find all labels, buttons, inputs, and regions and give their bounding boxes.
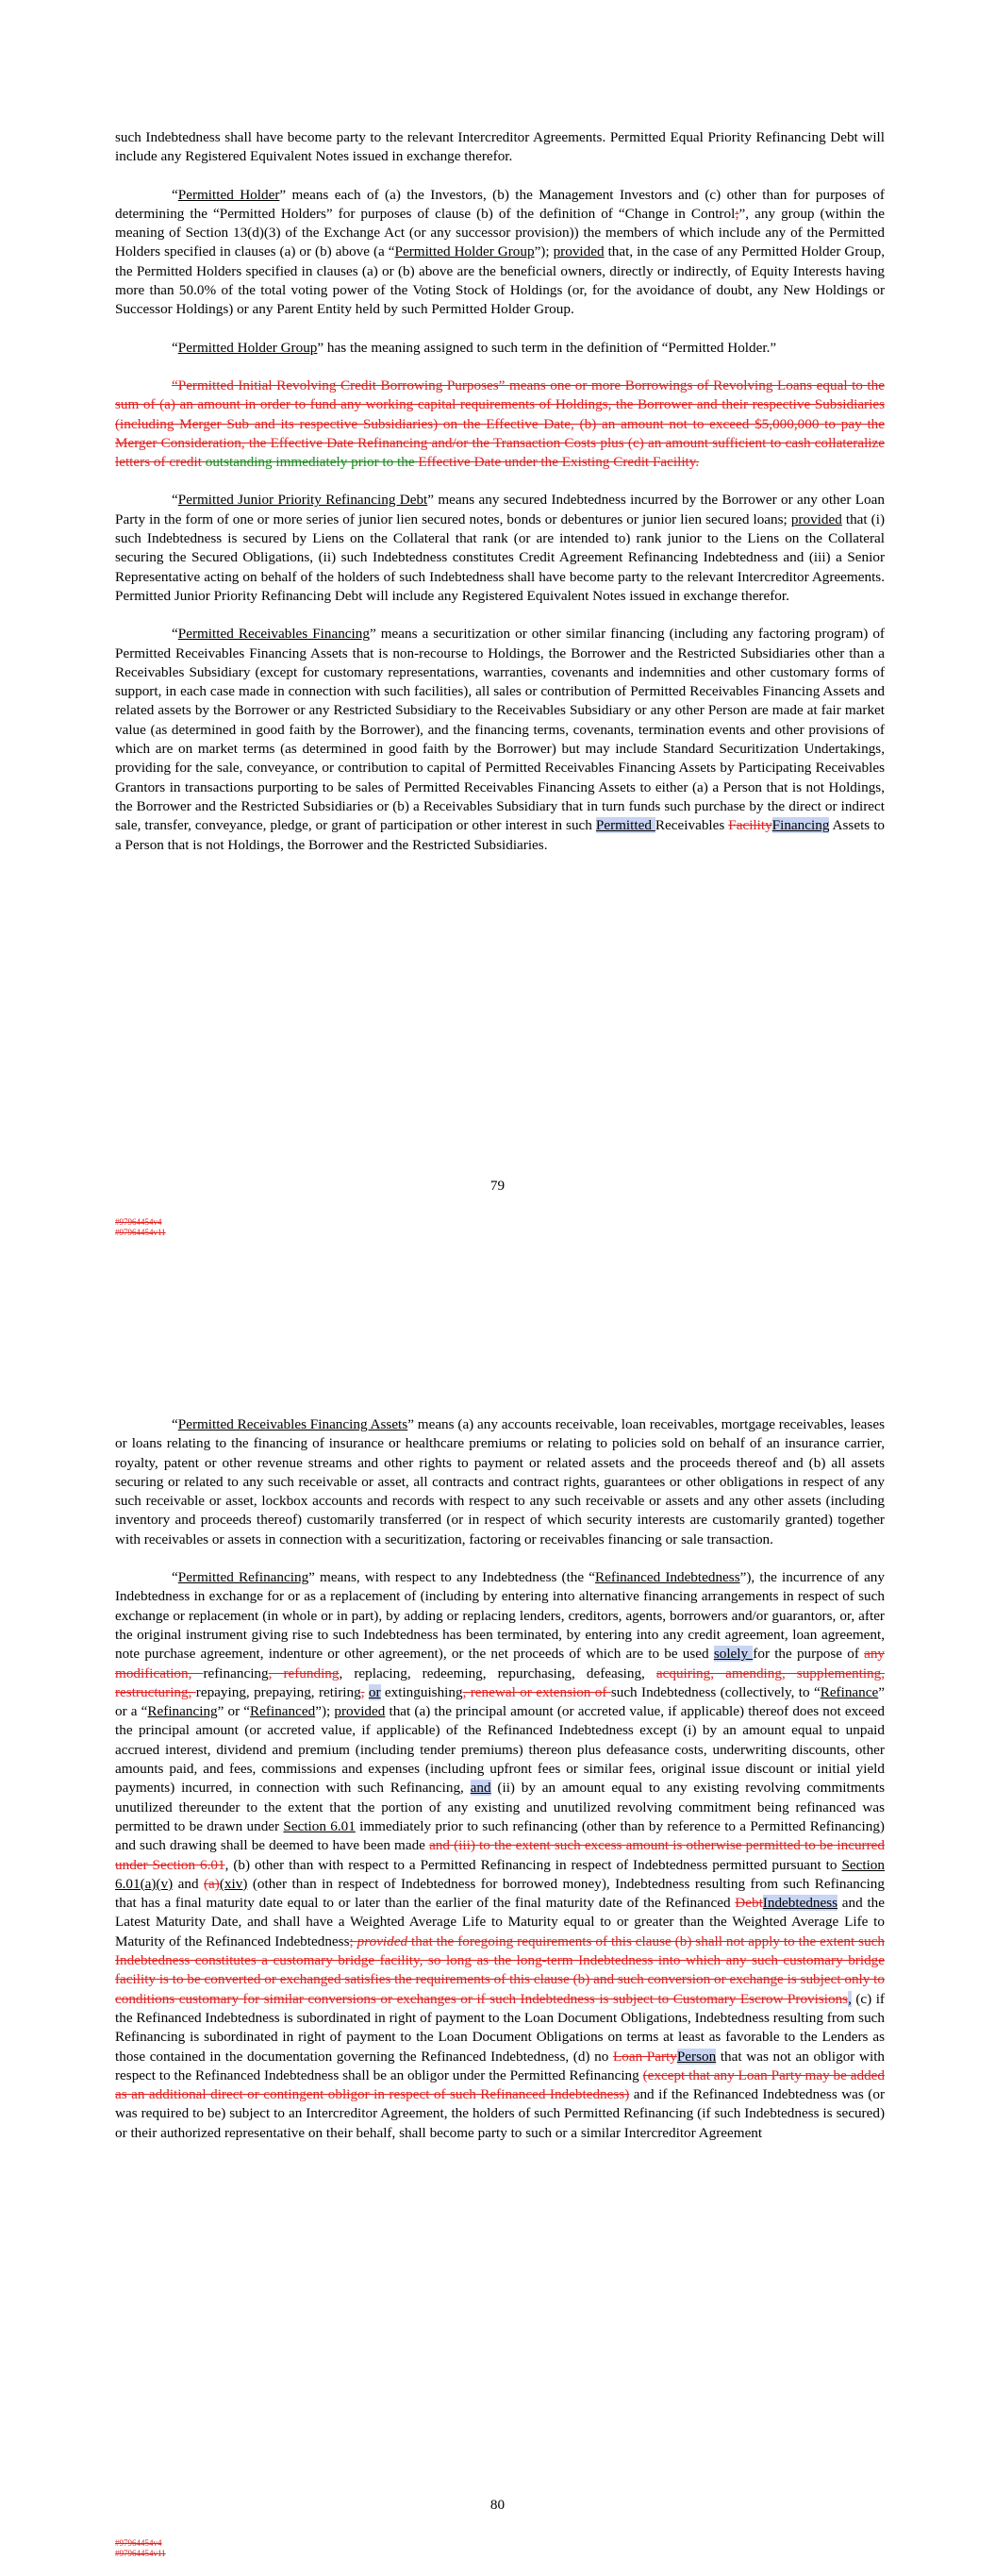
inserted-text: , — [848, 1990, 852, 2007]
deleted-text: Facility — [728, 817, 772, 834]
page-79 — [0, 0, 995, 1255]
defined-term: Refinanced Indebtedness — [595, 1569, 740, 1586]
defined-term: Refinance — [820, 1683, 879, 1700]
deleted-text: Loan Party — [612, 2048, 677, 2065]
deleted-text: , — [360, 1683, 365, 1700]
section-reference: (xiv) — [219, 1875, 248, 1892]
deleted-text: that the foregoing requirements of this clause (b) shall not apply to the extent such Indebtedness constitutes a customary bridge facility, so long as the long-term Indebtedness into which any such customary bridge facility is to be converted or exchanged satisfies the requirements of this clause (b) and such conversion or exchange is subject only to conditions customary for similar conversions or exchanges or if such Indebtedness is subject to Customary Escrow Provisions — [115, 1932, 885, 2007]
defined-term: Permitted Receivables Financing — [177, 626, 370, 643]
definition-permitted-receivables-financing-assets: “Permitted Receivables Financing Assets” means (a) any accounts receivable, loan receivables, mortgage receivables, leases or loans relating to the financing of insurance or healthcare premiums or relating to policies sold on behalf of an insurance carrier, royalty, patent or other revenue streams and other rights to payment or related assets and the proceeds thereof and (b) all assets securing or related to any such receivable or asset, all contracts and contract rights, guarantees or other obligations in respect of any such receivable or asset, lockbox accounts and records with respect to any such receivable or assets and any other assets (including inventory and proceeds thereof) customarily transferred (or in respect of which security interests are customarily granted) together with receivables or assets in connection with a securitization, factoring or receivables financing or sale transaction. — [115, 1416, 885, 1547]
deleted-text: acquiring, amending, supplementing, restructuring, — [115, 1664, 886, 1700]
defined-term: Permitted Holder Group — [394, 243, 535, 260]
page-number: 80 — [489, 2497, 506, 2513]
definition-permitted-refinancing: “Permitted Refinancing” means, with respect to any Indebtedness (the “Refinanced Indebtedness”), the incurrence of any Indebtedness in exchange for or as a replacement of (including by entering into alternative financing arrangements in respect of such exchange or replacement (in whole or in part), by adding or replacing lenders, creditors, agents, borrowers and/or guarantors, or, after the original instrument giving rise to such Indebtedness has been terminated, by entering into any credit agreement, loan agreement, note purchase agreement, indenture or other agreement), or the net proceeds of which are to be used solely for the purpose of any modification, refinancing, refunding, replacing, redeeming, repurchasing, defeasing, acquiring, amending, supplementing, restructuring, repaying, prepaying, retiring, or extinguishing, renewal or extension of such Indebtedness (collectively, to “Refinance” or a “Refinancing” or “Refinanced”); provided that (a) the principal amount (or accreted value, if applicable) thereof does not exceed the principal amount (or accreted value, if applicable) of the Refinanced Indebtedness except (i) by an amount equal to unpaid accrued interest, dividend and premium (including tender premiums) thereon plus defeasance costs, underwriting discounts, other amounts paid, and fees, commissions and expenses (including upfront fees or similar fees, original issue discount or initial yield payments) incurred, in connection with such Refinancing, and (ii) by an amount equal to any existing revolving commitments unutilized thereunder to the extent that the portion of any existing and unutilized revolving commitment being refinanced was permitted to be drawn under Section 6.01 immediately prior to such refinancing (other than by reference to a Permitted Refinancing) and such drawing shall be deemed to have been made and (iii) to the extent such excess amount is otherwise permitted to be incurred under Section 6.01, (b) other than with respect to a Permitted Refinancing in respect of Indebtedness permitted pursuant to Section 6.01(a)(v) and (a)(xiv) (other than in respect of Indebtedness for borrowed money), Indebtedness resulting from such Refinancing that has a final maturity date equal to or later than the earlier of the final maturity date of the Refinanced DebtIndebtedness and the Latest Maturity Date, and shall have a Weighted Average Life to Maturity equal to or greater than the Weighted Average Life to Maturity of the Refinanced Indebtedness; provided that the foregoing requirements of this clause (b) shall not apply to the extent such Indebtedness constitutes a customary bridge facility, so long as the long-term Indebtedness into which any such customary bridge facility is to be converted or exchanged satisfies the requirements of this clause (b) and such conversion or exchange is subject only to conditions customary for similar conversions or exchanges or if such Indebtedness is subject to Customary Escrow Provisions, (c) if the Refinanced Indebtedness is subordinated in right of payment to the Loan Document Obligations, Indebtedness resulting from such Refinancing is subordinated in right of payment to the Loan Document Obligations on terms at least as favorable to the Lenders as those contained in the documentation governing the Refinanced Indebtedness, (d) no Loan PartyPerson that was not an obligor with respect to the Refinanced Indebtedness shall be an obligor under the Permitted Refinancing (except that any Loan Party may be added as an additional direct or contingent obligor in respect of such Refinanced Indebtedness) and if the Refinanced Indebtedness was (or was required to be) subject to an Intercreditor Agreement, the holders of such Permitted Refinancing (if such Indebtedness is secured) or their authorized representative on their behalf, shall become party to such or a similar Intercreditor Agreement — [115, 1569, 886, 2141]
document-id: #97964454v4 — [115, 2538, 162, 2548]
defined-term: Refinancing — [147, 1703, 218, 1720]
deleted-text: , renewal or extension of — [462, 1683, 611, 1700]
moved-text: outstanding immediately prior to the — [205, 454, 419, 471]
deleted-text: , refunding — [268, 1664, 340, 1681]
definition-permitted-holder-group: “Permitted Holder Group” has the meaning assigned to such term in the definition of “Permitted Holder.” — [172, 339, 777, 356]
defined-term: Permitted Holder Group — [177, 339, 318, 356]
section-reference: Section 6.01(a)(v) — [115, 1856, 885, 1892]
inserted-text: solely — [713, 1646, 754, 1663]
deleted-text: ; — [735, 205, 739, 222]
paragraph-equal-priority-tail: such Indebtedness shall have become party to the relevant Intercreditor Agreements. Permitted Equal Priority Refinancing Debt will include any Registered Equivalent Notes issued in exchange therefor. — [115, 129, 885, 165]
deleted-text: (except that any Loan Party may be added as an additional direct or contingent obligor in respect of such Refinanced Indebtedness) — [115, 2066, 885, 2103]
document-id: #97964454v4 — [115, 1217, 162, 1227]
definition-permitted-receivables-financing: “Permitted Receivables Financing” means a securitization or other similar financing (including any factoring program) of Permitted Receivables Financing Assets that is non-recourse to Holdings, the Borrower and the Restricted Subsidiaries other than a Receivables Subsidiary (except for customary representations, warranties, covenants and indemnities and other customary forms of support, in each case made in connection with such facilities), all sales or contribution of Permitted Receivables Financing Assets and related assets by the Borrower or any Restricted Subsidiary to the Receivables Subsidiary or any other Person are made at fair market value (as determined in good faith by the Borrower), and the financing terms, covenants, termination events and other provisions of which are on market terms (as determined in good faith by the Borrower) but may include Standard Securitization Undertakings, providing for the sale, conveyance, or contribution to capital of Permitted Receivables Financing Assets by Participating Receivables Grantors in transactions purporting to be sales of Permitted Receivables Financing Assets to either (a) a Person that is not Holdings, the Borrower and the Restricted Subsidiaries or (b) a Receivables Subsidiary that in turn funds such purchase by the direct or indirect sale, transfer, conveyance, pledge, or grant of participation or other interest in such Permitted Receivables FacilityFinancing Assets to a Person that is not Holdings, the Borrower and the Restricted Subsidiaries. — [115, 626, 886, 853]
page-80 — [0, 1321, 995, 2576]
deleted-text: “Permitted Initial Revolving Credit Borrowing Purposes” means one or more Borrowings of Revolving Loans equal to the sum of (a) an amount in order to fund any working capital requirements of Holdings, the Borrower and their respective Subsidiaries (including Merger Sub and its respective Subsidiaries) on the Effective Date, (b) an amount not to exceed $5,000,000 to pay the Merger Consideration, the Effective Date Refinancing and/or the Transaction Costs plus (c) an amount sufficient to cash collateralize letters of credit — [115, 376, 885, 471]
deleted-text: Debt — [735, 1895, 763, 1912]
defined-term: Permitted Refinancing — [177, 1569, 309, 1586]
definition-permitted-junior-priority: “Permitted Junior Priority Refinancing Debt” means any secured Indebtedness incurred by the Borrower or any other Loan Party in the form of one or more series of junior lien secured notes, bonds or debentures or junior lien secured loans; provided that (i) such Indebtedness is secured by Liens on the Collateral that rank (or are intended to) rank junior to the Liens on the Collateral securing the Secured Obligations, (ii) such Indebtedness constitutes Credit Agreement Refinancing Indebtedness and (iii) a Senior Representative acting on behalf of the holders of such Indebtedness shall have become party to the relevant Intercreditor Agreements. Permitted Junior Priority Refinancing Debt will include any Registered Equivalent Notes issued in exchange therefor. — [115, 492, 886, 604]
document-id: #97964454v11 — [115, 1228, 166, 1237]
section-reference: Section 6.01 — [283, 1817, 356, 1834]
defined-term: Refinanced — [250, 1703, 316, 1720]
page-79-body — [115, 128, 885, 874]
inserted-text: Person — [676, 2048, 717, 2065]
deleted-text: and (iii) to the extent such excess amount is otherwise permitted to be incurred under Section 6.01 — [115, 1837, 885, 1873]
deleted-text: provided — [357, 1932, 408, 1949]
inserted-text: Permitted — [595, 817, 655, 834]
defined-term: Permitted Receivables Financing Assets — [177, 1416, 408, 1432]
inserted-text: or — [368, 1683, 381, 1700]
defined-term: Permitted Junior Priority Refinancing Debt — [177, 492, 428, 509]
page-gap — [0, 1255, 995, 1321]
document-id: #97964454v11 — [115, 2549, 166, 2558]
inserted-text: and — [470, 1780, 491, 1797]
defined-term: Permitted Holder — [177, 186, 280, 203]
page-number: 79 — [489, 1178, 506, 1194]
definition-permitted-holder: “Permitted Holder” means each of (a) the Investors, (b) the Management Investors and (c) other than for purposes of determining the “Permitted Holders” for purposes of clause (b) of the definition of “Change in Control;”, any group (within the meaning of Section 13(d)(3) of the Exchange Act (or any successor provision)) the members of which include any of the Permitted Holders specified in clauses (a) or (b) above (a “Permitted Holder Group”); provided that, in the case of any Permitted Holder Group, the Permitted Holders specified in clauses (a) or (b) above are the beneficial owners, directly or indirectly, of Equity Interests having more than 50.0% of the total voting power of the Voting Stock of Holdings (or, for the avoidance of doubt, any New Holdings or Successor Holdings) or any Parent Entity held by such Permitted Holder Group. — [115, 186, 885, 318]
deleted-text: any modification, — [115, 1646, 886, 1681]
inserted-text: Financing — [771, 817, 830, 834]
inserted-text: Indebtedness — [762, 1895, 838, 1912]
deleted-text: Effective Date under the Existing Credit Facility. — [418, 454, 700, 471]
deleted-text: ; — [349, 1932, 357, 1949]
page-80-body — [115, 1415, 885, 2162]
deleted-text: (a) — [204, 1875, 220, 1892]
definition-permitted-initial-revolving-deleted — [115, 376, 885, 472]
